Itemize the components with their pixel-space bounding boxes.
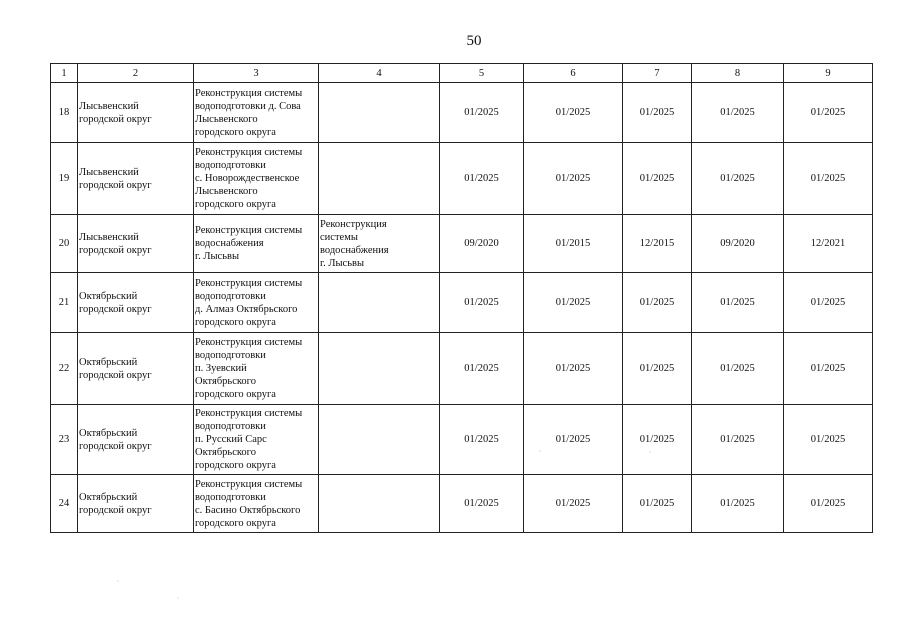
column-header: 1	[51, 64, 78, 83]
row-number: 18	[51, 83, 78, 143]
municipality-cell: Лысьвенский городской округ	[78, 215, 194, 273]
column-header: 5	[440, 64, 524, 83]
project-cell: Реконструкция системы водоснабжения г. Лысьвы	[319, 215, 440, 273]
table-row	[51, 333, 873, 405]
object-cell: Реконструкция системы водоподготовки с. Новорождественское Лысьвенского городского округа	[194, 143, 319, 215]
object-cell: Реконструкция системы водоснабжения г. Лысьвы	[194, 215, 319, 273]
col9-date: 01/2025	[784, 333, 873, 405]
project-cell	[319, 405, 440, 475]
col6-date: 01/2015	[524, 215, 623, 273]
col9-date: 12/2021	[784, 215, 873, 273]
col8-date: 01/2025	[692, 143, 784, 215]
col5-date: 09/2020	[440, 215, 524, 273]
row-number: 22	[51, 333, 78, 405]
column-header: 7	[623, 64, 692, 83]
project-cell	[319, 83, 440, 143]
column-header: 2	[78, 64, 194, 83]
col5-date: 01/2025	[440, 83, 524, 143]
col7-date: 12/2015	[623, 215, 692, 273]
register-table	[50, 63, 873, 533]
table-row	[51, 83, 873, 143]
col8-date: 01/2025	[692, 405, 784, 475]
col6-date: 01/2025	[524, 405, 623, 475]
col7-date: 01/2025	[623, 405, 692, 475]
col7-date: 01/2025	[623, 143, 692, 215]
col9-date: 01/2025	[784, 143, 873, 215]
project-cell	[319, 143, 440, 215]
municipality-cell: Октябрьский городской округ	[78, 405, 194, 475]
object-cell: Реконструкция системы водоподготовки п. Зуевский Октябрьского городского округа	[194, 333, 319, 405]
object-cell: Реконструкция системы водоподготовки с. Басино Октябрьского городского округа	[194, 475, 319, 533]
col5-date: 01/2025	[440, 333, 524, 405]
row-number: 19	[51, 143, 78, 215]
col7-date: 01/2025	[623, 273, 692, 333]
col8-date: 01/2025	[692, 333, 784, 405]
column-header: 3	[194, 64, 319, 83]
row-number: 21	[51, 273, 78, 333]
table-row	[51, 215, 873, 273]
table-row	[51, 475, 873, 533]
object-cell: Реконструкция системы водоподготовки д. Сова Лысьвенского городского округа	[194, 83, 319, 143]
col5-date: 01/2025	[440, 475, 524, 533]
column-header: 6	[524, 64, 623, 83]
col7-date: 01/2025	[623, 83, 692, 143]
col9-date: 01/2025	[784, 83, 873, 143]
object-cell: Реконструкция системы водоподготовки д. Алмаз Октябрьского городского округа	[194, 273, 319, 333]
col9-date: 01/2025	[784, 475, 873, 533]
row-number: 23	[51, 405, 78, 475]
col5-date: 01/2025	[440, 143, 524, 215]
table-row	[51, 273, 873, 333]
col8-date: 01/2025	[692, 273, 784, 333]
col6-date: 01/2025	[524, 475, 623, 533]
table-row	[51, 143, 873, 215]
col6-date: 01/2025	[524, 143, 623, 215]
col6-date: 01/2025	[524, 273, 623, 333]
project-cell	[319, 273, 440, 333]
row-number: 24	[51, 475, 78, 533]
municipality-cell: Октябрьский городской округ	[78, 333, 194, 405]
col6-date: 01/2025	[524, 83, 623, 143]
col5-date: 01/2025	[440, 405, 524, 475]
col8-date: 01/2025	[692, 475, 784, 533]
column-header: 9	[784, 64, 873, 83]
table-row	[51, 405, 873, 475]
row-number: 20	[51, 215, 78, 273]
col9-date: 01/2025	[784, 273, 873, 333]
page-number: 50	[466, 33, 482, 49]
municipality-cell: Октябрьский городской округ	[78, 475, 194, 533]
object-cell: Реконструкция системы водоподготовки п. Русский Сарс Октябрьского городского округа	[194, 405, 319, 475]
col6-date: 01/2025	[524, 333, 623, 405]
header-row	[51, 64, 873, 83]
project-cell	[319, 333, 440, 405]
col8-date: 01/2025	[692, 83, 784, 143]
municipality-cell: Октябрьский городской округ	[78, 273, 194, 333]
column-header: 8	[692, 64, 784, 83]
municipality-cell: Лысьвенский городской округ	[78, 143, 194, 215]
col5-date: 01/2025	[440, 273, 524, 333]
col9-date: 01/2025	[784, 405, 873, 475]
col8-date: 09/2020	[692, 215, 784, 273]
column-header: 4	[319, 64, 440, 83]
col7-date: 01/2025	[623, 333, 692, 405]
project-cell	[319, 475, 440, 533]
municipality-cell: Лысьвенский городской округ	[78, 83, 194, 143]
col7-date: 01/2025	[623, 475, 692, 533]
